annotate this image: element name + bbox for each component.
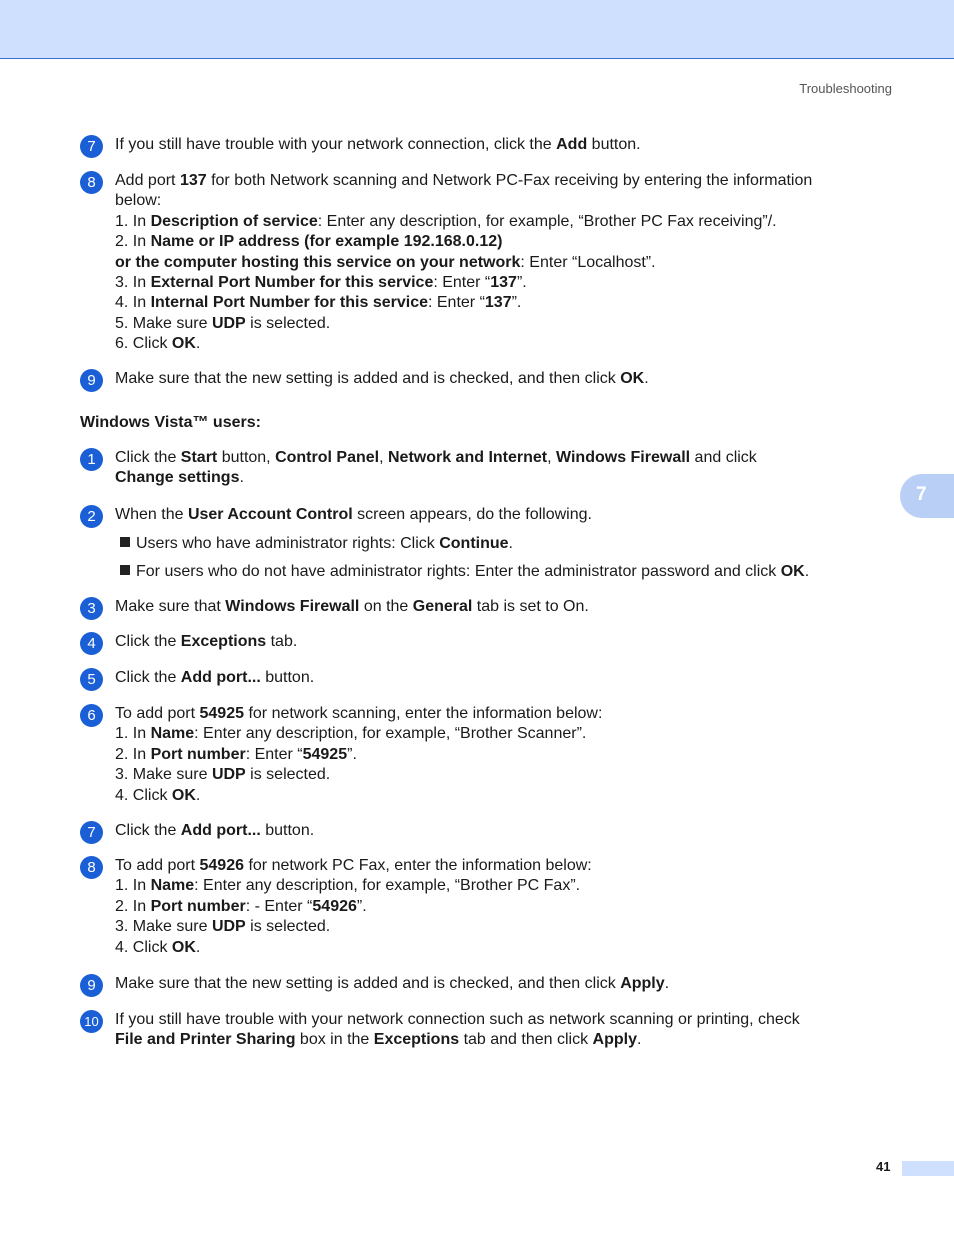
step-line <box>115 135 641 155</box>
step-line <box>115 191 812 211</box>
step-number-icon: 7 <box>80 135 103 158</box>
bold-text: 54925 <box>302 745 348 763</box>
step-line <box>115 597 589 617</box>
step-line <box>115 171 812 191</box>
step-line <box>115 786 602 806</box>
step-line <box>115 253 812 273</box>
step-text <box>115 668 314 688</box>
chapter-number: 7 <box>916 484 927 505</box>
text-run: on the <box>359 598 413 615</box>
step-number-icon: 4 <box>80 632 103 655</box>
bold-text: UDP <box>211 314 246 332</box>
step-text <box>115 135 641 155</box>
text-run: ”. <box>356 897 367 915</box>
text-run: Users who have administrator rights: Click <box>136 535 440 552</box>
bold-text: Apply <box>592 1031 637 1049</box>
page-number: 41 <box>876 1159 891 1174</box>
text-run: ”. <box>511 294 522 312</box>
step-text <box>115 597 589 617</box>
text-run: : Enter “Localhost”. <box>520 253 656 271</box>
text-run: 4. In <box>115 294 151 312</box>
step-text <box>115 1010 800 1051</box>
text-run: : Enter “ <box>427 294 485 312</box>
step-line <box>115 765 602 785</box>
text-run: : - Enter “ <box>245 897 313 915</box>
bullet-non-admin <box>120 563 809 581</box>
step-text <box>115 505 592 525</box>
text-run: . <box>804 563 810 580</box>
text-run: . <box>637 1031 642 1049</box>
bold-text: OK <box>780 563 805 580</box>
step-text <box>115 856 592 958</box>
bold-text: Add port... <box>180 822 261 839</box>
bold-text: 54926 <box>199 857 244 874</box>
bold-text: Windows Firewall <box>225 598 360 615</box>
step-text <box>115 821 314 841</box>
bold-text: Internal Port Number for this service <box>150 294 428 312</box>
step-line <box>115 212 812 232</box>
text-run: screen appears, do the following. <box>352 506 592 523</box>
text-run: Make sure that the new setting is added and is checked, and then click <box>115 975 621 992</box>
text-run: 4. Click <box>115 786 172 804</box>
step-line <box>115 821 314 841</box>
bold-text: Name <box>150 725 195 743</box>
text-run: If you still have trouble with your network connection such as network scanning or printing, check <box>115 1011 800 1028</box>
text-run: button, <box>217 449 276 466</box>
text-run: : Enter any description, for example, “Brother Scanner”. <box>194 725 587 743</box>
step-line <box>115 876 592 896</box>
bold-text: Exceptions <box>373 1031 460 1049</box>
step-line <box>115 293 812 313</box>
step-number-icon: 6 <box>80 704 103 727</box>
text-run: button. <box>260 822 315 839</box>
step-line <box>115 632 297 652</box>
bold-text: Add <box>556 136 588 153</box>
step-line <box>115 704 602 724</box>
text-run: 1. In <box>115 212 151 230</box>
step-line <box>115 369 649 389</box>
text-run: . <box>644 370 649 387</box>
bold-text: General <box>412 598 473 615</box>
text-run: Add port <box>115 172 180 189</box>
step-line <box>115 974 669 994</box>
bold-text: 54926 <box>312 897 357 915</box>
text-run: 1. In <box>115 877 151 895</box>
section-title: Troubleshooting <box>799 81 892 96</box>
bold-text: Network and Internet <box>387 449 548 466</box>
step-text <box>115 974 669 994</box>
text-run: 6. Click <box>115 335 172 353</box>
text-run: for both Network scanning and Network PC-Fax receiving by entering the information <box>206 172 813 189</box>
bold-text: 137 <box>179 172 207 189</box>
text-run: 5. Make sure <box>115 314 212 332</box>
text-run: and click <box>690 449 757 466</box>
bold-text: OK <box>620 370 645 387</box>
text-run: is selected. <box>245 918 331 936</box>
step-line <box>115 724 602 744</box>
text-run: tab. <box>266 633 298 650</box>
bullet-square-icon <box>120 537 130 547</box>
step-line <box>115 448 757 468</box>
text-run: 3. In <box>115 274 151 292</box>
text-run: . <box>664 975 670 992</box>
text-run: tab and then click <box>459 1031 593 1049</box>
text-run: below: <box>115 192 162 210</box>
text-run: When the <box>115 506 188 523</box>
bold-text: OK <box>171 938 196 956</box>
step-line <box>115 917 592 937</box>
vista-heading: Windows Vista™ users: <box>80 414 261 431</box>
chapter-tab <box>900 474 954 518</box>
text-run: : Enter any description, for example, “Brother PC Fax”. <box>194 877 581 895</box>
text-run: button. <box>587 136 641 153</box>
text-run: For users who do not have administrator rights: Enter the administrator password and click <box>136 563 781 580</box>
text-run: 1. In <box>115 725 151 743</box>
step-number-icon: 3 <box>80 597 103 620</box>
text-run: : Enter “ <box>245 745 303 763</box>
bold-text: Exceptions <box>180 633 267 650</box>
text-run: Make sure that <box>115 598 226 615</box>
text-run: , <box>547 449 557 466</box>
bold-text: Control Panel <box>275 449 380 466</box>
text-run: 2. In <box>115 897 151 915</box>
text-run: 2. In <box>115 745 151 763</box>
text-run: 2. In <box>115 233 151 251</box>
step-line <box>115 897 592 917</box>
step-number-icon: 5 <box>80 668 103 691</box>
bold-text: Apply <box>620 975 665 992</box>
step-number-icon: 1 <box>80 448 103 471</box>
text-run: To add port <box>115 705 200 722</box>
bold-text: File and Printer Sharing <box>115 1031 296 1049</box>
text-run: ”. <box>516 274 527 292</box>
step-number-icon: 8 <box>80 171 103 194</box>
text-run: . <box>195 938 201 956</box>
text-run: . <box>195 786 201 804</box>
step-line <box>115 273 812 293</box>
text-run: Click the <box>115 633 181 650</box>
step-line <box>115 745 602 765</box>
bold-text: Change settings <box>115 469 240 487</box>
bold-text: Port number <box>150 745 246 763</box>
step-line <box>115 232 812 252</box>
bold-text: Name or IP address (for example 192.168.0.12) <box>150 233 503 251</box>
text-run: ”. <box>347 745 357 763</box>
step-line <box>115 668 314 688</box>
step-line <box>115 468 757 488</box>
step-line <box>115 1030 800 1050</box>
bold-text: Windows Firewall <box>556 449 691 466</box>
bold-text: Description of service <box>150 212 318 230</box>
text-run: . <box>239 469 244 487</box>
header-band <box>0 0 954 59</box>
bold-text: 54925 <box>199 705 244 722</box>
bullet-admin <box>120 535 513 553</box>
bold-text: 137 <box>484 294 512 312</box>
text-run: If you still have trouble with your network connection, click the <box>115 136 557 153</box>
step-number-icon: 9 <box>80 369 103 392</box>
bold-text: Continue <box>439 535 509 552</box>
step-text <box>115 704 602 806</box>
step-number-icon: 9 <box>80 974 103 997</box>
text-run: 3. Make sure <box>115 918 212 936</box>
bold-text: UDP <box>211 918 246 936</box>
step-line <box>115 1010 800 1030</box>
text-run: for network PC Fax, enter the information below: <box>244 857 592 874</box>
text-run: button. <box>260 669 315 686</box>
step-number-icon: 7 <box>80 821 103 844</box>
footer-bar <box>902 1161 954 1176</box>
text-run: 4. Click <box>115 938 172 956</box>
step-number-icon: 8 <box>80 856 103 879</box>
step-text <box>115 448 757 489</box>
bold-text: OK <box>171 335 196 353</box>
bold-text: or the computer hosting this service on your network <box>115 253 521 271</box>
text-run: is selected. <box>245 766 331 784</box>
text-run: Click the <box>115 822 181 839</box>
bold-text: Add port... <box>180 669 261 686</box>
step-line <box>115 505 592 525</box>
text-run: To add port <box>115 857 200 874</box>
step-line <box>115 938 592 958</box>
text-run: tab is set to On. <box>472 598 589 615</box>
step-text <box>115 171 812 355</box>
bold-text: Port number <box>150 897 246 915</box>
bold-text: Name <box>150 877 195 895</box>
text-run: Click the <box>115 449 181 466</box>
step-line <box>115 314 812 334</box>
bullet-square-icon <box>120 565 130 575</box>
bold-text: External Port Number for this service <box>150 274 434 292</box>
step-text <box>115 369 649 389</box>
text-run: . <box>508 535 513 552</box>
bold-text: OK <box>171 786 196 804</box>
bold-text: User Account Control <box>187 506 353 523</box>
step-number-icon: 2 <box>80 505 103 528</box>
text-run: . <box>195 335 201 353</box>
step-number-icon: 10 <box>80 1010 103 1033</box>
text-run: Make sure that the new setting is added and is checked, and then click <box>115 370 621 387</box>
text-run: : Enter “ <box>433 274 491 292</box>
text-run: 3. Make sure <box>115 766 212 784</box>
text-run: for network scanning, enter the information below: <box>244 705 603 722</box>
bold-text: 137 <box>490 274 517 292</box>
bold-text: UDP <box>211 766 246 784</box>
step-line <box>115 856 592 876</box>
step-text <box>115 632 297 652</box>
text-run: box in the <box>295 1031 374 1049</box>
text-run: is selected. <box>245 314 331 332</box>
bold-text: Start <box>180 449 218 466</box>
text-run: : Enter any description, for example, “Brother PC Fax receiving”/. <box>317 212 777 230</box>
step-line <box>115 334 812 354</box>
text-run: , <box>379 449 388 466</box>
text-run: Click the <box>115 669 181 686</box>
